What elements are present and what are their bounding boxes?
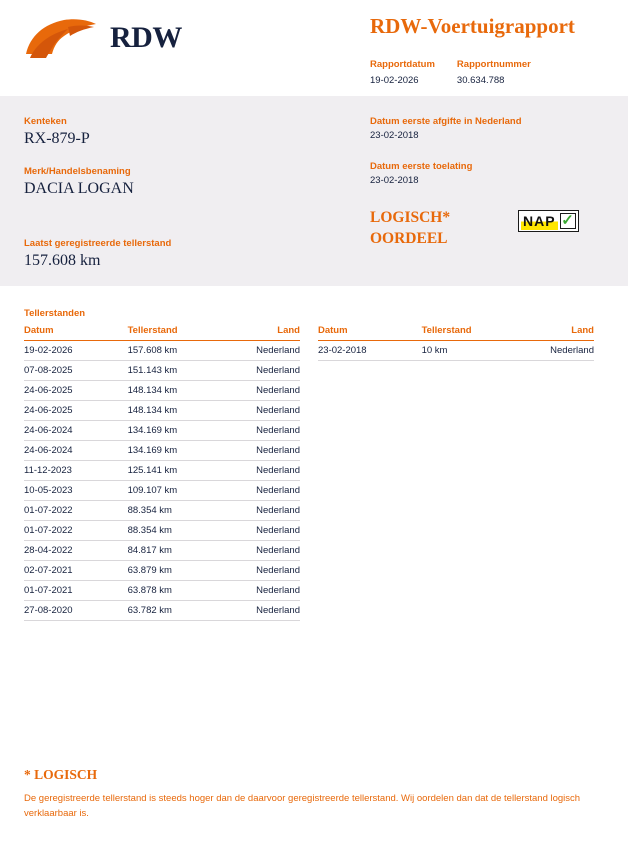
footnote-block bbox=[24, 767, 594, 821]
table-row bbox=[24, 521, 300, 541]
report-header-block bbox=[324, 14, 594, 86]
tellerstanden-left-body bbox=[24, 341, 300, 621]
table-row bbox=[24, 381, 300, 401]
kenteken-label: Kenteken bbox=[24, 116, 67, 127]
verdict-text bbox=[370, 208, 510, 250]
table-row bbox=[24, 441, 300, 461]
table-row bbox=[24, 561, 300, 581]
eerste-afgifte-value: 23-02-2018 bbox=[370, 130, 419, 141]
table-row bbox=[24, 541, 300, 561]
cell-land: Nederland bbox=[226, 481, 300, 501]
table-row bbox=[24, 501, 300, 521]
col-land: Land bbox=[226, 325, 300, 341]
col-land: Land bbox=[520, 325, 594, 341]
cell-land: Nederland bbox=[226, 381, 300, 401]
table-row bbox=[24, 421, 300, 441]
cell-land: Nederland bbox=[226, 341, 300, 361]
cell-datum: 24-06-2024 bbox=[24, 441, 106, 461]
cell-tellerstand: 10 km bbox=[400, 341, 521, 361]
table-header-row bbox=[318, 325, 594, 341]
cell-land: Nederland bbox=[226, 461, 300, 481]
cell-land: Nederland bbox=[226, 521, 300, 541]
report-number-label: Rapportnummer bbox=[456, 59, 531, 70]
cell-tellerstand: 63.879 km bbox=[106, 561, 227, 581]
eerste-toelating-value: 23-02-2018 bbox=[370, 175, 419, 186]
tellerstanden-right-column bbox=[318, 308, 594, 621]
cell-tellerstand: 151.143 km bbox=[106, 361, 227, 381]
report-number-field bbox=[457, 59, 531, 86]
laatst-tellerstand-label: Laatst geregistreerde tellerstand bbox=[24, 238, 172, 249]
kenteken-value: RX-879-P bbox=[24, 130, 90, 147]
merk-label: Merk/Handelsbenaming bbox=[24, 166, 131, 177]
footnote-body: De geregistreerde tellerstand is steeds hoger dan de daarvoor geregistreerde tellerstand. Wij oordelen dan dat de tellerstand logisch verklaarbaar is. bbox=[24, 792, 581, 819]
laatst-tellerstand-value: 157.608 km bbox=[24, 252, 101, 269]
cell-datum: 01-07-2022 bbox=[24, 521, 106, 541]
col-datum: Datum bbox=[318, 325, 400, 341]
cell-datum: 01-07-2021 bbox=[24, 581, 106, 601]
summary-right-column bbox=[324, 116, 594, 260]
cell-land: Nederland bbox=[226, 581, 300, 601]
cell-land: Nederland bbox=[226, 421, 300, 441]
report-title: RDW-Voertuigrapport bbox=[370, 14, 575, 38]
table-row bbox=[24, 461, 300, 481]
cell-datum: 27-08-2020 bbox=[24, 601, 106, 621]
tellerstanden-table-left bbox=[24, 325, 300, 621]
cell-datum: 23-02-2018 bbox=[318, 341, 400, 361]
tellerstanden-left-column bbox=[24, 308, 300, 621]
cell-datum: 24-06-2024 bbox=[24, 421, 106, 441]
tellerstanden-table-right bbox=[318, 325, 594, 361]
summary-spacer bbox=[24, 216, 324, 238]
cell-tellerstand: 109.107 km bbox=[106, 481, 227, 501]
cell-tellerstand: 63.878 km bbox=[106, 581, 227, 601]
cell-datum: 24-06-2025 bbox=[24, 381, 106, 401]
eerste-afgifte-label: Datum eerste afgifte in Nederland bbox=[370, 116, 522, 127]
cell-datum: 28-04-2022 bbox=[24, 541, 106, 561]
report-date-label: Rapportdatum bbox=[370, 59, 435, 70]
nap-check-icon: ✓ bbox=[561, 212, 574, 229]
cell-land: Nederland bbox=[226, 541, 300, 561]
report-date-field bbox=[370, 59, 435, 86]
cell-tellerstand: 125.141 km bbox=[106, 461, 227, 481]
table-row bbox=[24, 481, 300, 501]
cell-tellerstand: 134.169 km bbox=[106, 421, 227, 441]
report-date-value: 19-02-2026 bbox=[370, 75, 419, 86]
rdw-logo bbox=[24, 14, 324, 62]
cell-datum: 11-12-2023 bbox=[24, 461, 106, 481]
rdw-flame-icon bbox=[24, 14, 104, 62]
cell-datum: 19-02-2026 bbox=[24, 341, 106, 361]
table-row bbox=[318, 341, 594, 361]
rdw-logo-text: RDW bbox=[110, 21, 182, 54]
cell-land: Nederland bbox=[226, 501, 300, 521]
cell-datum: 24-06-2025 bbox=[24, 401, 106, 421]
table-row bbox=[24, 581, 300, 601]
cell-land: Nederland bbox=[226, 401, 300, 421]
cell-tellerstand: 63.782 km bbox=[106, 601, 227, 621]
cell-datum: 07-08-2025 bbox=[24, 361, 106, 381]
table-row bbox=[24, 601, 300, 621]
cell-tellerstand: 157.608 km bbox=[106, 341, 227, 361]
summary-left-column bbox=[24, 116, 324, 269]
tellerstanden-title: Tellerstanden bbox=[24, 308, 86, 319]
cell-tellerstand: 84.817 km bbox=[106, 541, 227, 561]
col-datum: Datum bbox=[24, 325, 106, 341]
cell-tellerstand: 134.169 km bbox=[106, 441, 227, 461]
table-header-row bbox=[24, 325, 300, 341]
cell-datum: 02-07-2021 bbox=[24, 561, 106, 581]
verdict-line-1: LOGISCH* bbox=[370, 209, 451, 226]
table-row bbox=[24, 361, 300, 381]
report-number-value: 30.634.788 bbox=[456, 75, 505, 86]
tellerstanden-section bbox=[0, 286, 628, 621]
merk-value: DACIA LOGAN bbox=[24, 180, 134, 197]
cell-tellerstand: 148.134 km bbox=[106, 381, 227, 401]
cell-land: Nederland bbox=[520, 341, 594, 361]
vehicle-summary-panel bbox=[0, 96, 628, 286]
cell-datum: 10-05-2023 bbox=[24, 481, 106, 501]
nap-letters: NAP bbox=[523, 213, 556, 229]
nap-logo bbox=[518, 210, 579, 232]
col-tellerstand: Tellerstand bbox=[400, 325, 521, 341]
table-row bbox=[24, 401, 300, 421]
tellerstanden-right-body bbox=[318, 341, 594, 361]
verdict-block bbox=[370, 208, 594, 250]
footnote-title: * LOGISCH bbox=[24, 766, 98, 782]
cell-land: Nederland bbox=[226, 561, 300, 581]
table-row bbox=[24, 341, 300, 361]
cell-tellerstand: 88.354 km bbox=[106, 521, 227, 541]
cell-land: Nederland bbox=[226, 441, 300, 461]
eerste-toelating-label: Datum eerste toelating bbox=[370, 161, 473, 172]
cell-land: Nederland bbox=[226, 361, 300, 381]
document-header bbox=[0, 0, 628, 96]
cell-datum: 01-07-2022 bbox=[24, 501, 106, 521]
verdict-line-2: OORDEEL bbox=[370, 229, 448, 247]
cell-tellerstand: 148.134 km bbox=[106, 401, 227, 421]
cell-tellerstand: 88.354 km bbox=[106, 501, 227, 521]
cell-land: Nederland bbox=[226, 601, 300, 621]
col-tellerstand: Tellerstand bbox=[106, 325, 227, 341]
report-meta bbox=[370, 59, 594, 86]
